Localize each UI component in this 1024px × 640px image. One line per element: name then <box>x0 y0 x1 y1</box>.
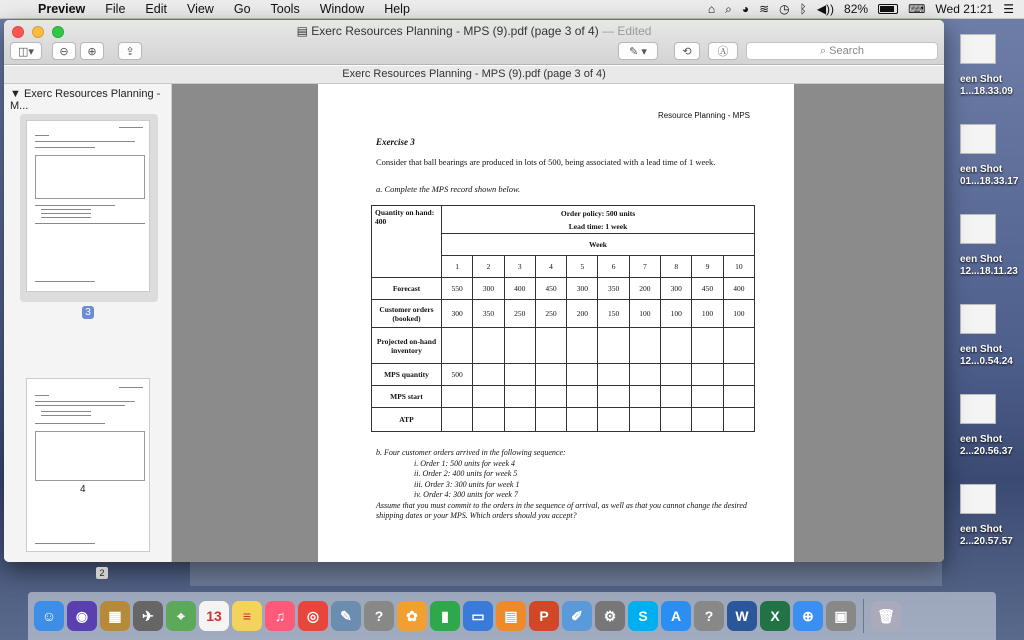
search-icon[interactable]: ⌕ <box>725 1 732 16</box>
cell <box>567 364 598 386</box>
desktop-file[interactable] <box>960 484 1024 574</box>
dock-screenshot-icon[interactable]: ▣ <box>826 601 856 631</box>
file-label: een Shot 12...18.11.23 <box>960 254 1018 277</box>
sidebar-toggle-button[interactable] <box>10 42 42 60</box>
dock-calendar-icon[interactable]: 13 <box>199 601 229 631</box>
cell: 400 <box>504 278 535 300</box>
exercise-title: Exercise 3 <box>376 137 415 147</box>
dock-word-icon[interactable]: W <box>727 601 757 631</box>
dock-sketch-icon[interactable]: ✐ <box>562 601 592 631</box>
cell <box>692 408 723 432</box>
markup-pen-button[interactable] <box>618 42 658 60</box>
menu-file[interactable]: File <box>105 2 126 16</box>
cell <box>723 328 754 364</box>
menu-tools[interactable]: Tools <box>270 2 300 16</box>
week-number-cell: 3 <box>504 256 535 278</box>
row-label: Projected on-hand inventory <box>372 328 442 364</box>
sidebar-icon: ◫▾ <box>18 45 34 58</box>
cell <box>473 328 504 364</box>
cell <box>661 364 692 386</box>
cell <box>723 386 754 408</box>
cell: 250 <box>504 300 535 328</box>
week-header: Week <box>442 234 755 256</box>
cell <box>598 408 629 432</box>
dock-photos-icon[interactable]: ✿ <box>397 601 427 631</box>
dock-chrome-icon[interactable]: ◎ <box>298 601 328 631</box>
cell: 300 <box>473 278 504 300</box>
title-bar <box>4 20 944 65</box>
pdf-page <box>318 84 794 562</box>
cell <box>535 364 566 386</box>
cell: 350 <box>473 300 504 328</box>
dock-trash-icon[interactable]: 🗑 <box>871 601 901 631</box>
cell: 250 <box>535 300 566 328</box>
preview-window <box>4 20 944 562</box>
cell <box>504 328 535 364</box>
cell <box>567 386 598 408</box>
dock-help2-icon[interactable]: ? <box>694 601 724 631</box>
week-number-cell: 4 <box>535 256 566 278</box>
cell <box>504 408 535 432</box>
cell <box>567 328 598 364</box>
dock-siri-icon[interactable]: ◉ <box>67 601 97 631</box>
row-label: Forecast <box>372 278 442 300</box>
week-number-cell: 10 <box>723 256 754 278</box>
exercise-intro: Consider that ball bearings are produced in lots of 500, being associated with a lead time of 1 week. <box>376 157 716 167</box>
share-icon: ⇪ <box>125 45 135 58</box>
cell: 100 <box>723 300 754 328</box>
cell <box>442 408 473 432</box>
table-row <box>372 278 755 300</box>
week-number-cell: 8 <box>661 256 692 278</box>
cell: 450 <box>535 278 566 300</box>
on-hand-cell: Quantity on hand: 400 <box>372 206 442 278</box>
cell: 300 <box>567 278 598 300</box>
edited-indicator[interactable]: — Edited <box>602 24 652 38</box>
dock-numbers-icon[interactable]: ▮ <box>430 601 460 631</box>
document-header: Exerc Resources Planning - MPS (9).pdf (page 3 of 4) <box>4 66 944 84</box>
cell <box>629 386 660 408</box>
battery-icon[interactable] <box>878 4 898 14</box>
cell: 100 <box>661 300 692 328</box>
cell: 450 <box>692 278 723 300</box>
file-thumbnail <box>960 394 996 424</box>
menu-view[interactable]: View <box>186 2 214 16</box>
zoom-out-icon: ⊖ <box>59 45 69 58</box>
table-row <box>372 328 755 364</box>
file-label: een Shot 2...20.57.57 <box>960 524 1013 547</box>
file-label: een Shot 01...18.33.17 <box>960 164 1019 187</box>
cell: 100 <box>629 300 660 328</box>
window-title: ▤ Exerc Resources Planning - MPS (9).pdf (page 3 of 4) — Edited <box>296 24 652 38</box>
cell <box>473 408 504 432</box>
page-header: Resource Planning - MPS <box>657 111 750 120</box>
mps-record-table <box>371 205 755 432</box>
cell <box>567 408 598 432</box>
background-window-strip <box>190 562 942 586</box>
order-item: ii. Order 2: 400 units for week 5 <box>414 469 518 478</box>
cell <box>598 386 629 408</box>
row-label: MPS start <box>372 386 442 408</box>
row-label: MPS quantity <box>372 364 442 386</box>
cell <box>629 364 660 386</box>
cell <box>473 386 504 408</box>
cell <box>598 328 629 364</box>
file-label: een Shot 12...0.54.24 <box>960 344 1013 367</box>
week-number-cell: 1 <box>442 256 473 278</box>
file-thumbnail <box>960 304 996 334</box>
cell: 500 <box>442 364 473 386</box>
cell <box>442 328 473 364</box>
week-number-cell: 5 <box>567 256 598 278</box>
dock-preview-icon[interactable]: ✎ <box>331 601 361 631</box>
desktop-file[interactable] <box>960 124 1024 214</box>
order-item: iii. Order 3: 300 units for week 1 <box>414 479 520 489</box>
disclosure-triangle-icon[interactable]: ▼ <box>10 88 24 100</box>
dock-appstore-icon[interactable]: A <box>661 601 691 631</box>
cell <box>692 386 723 408</box>
menu-app[interactable]: Preview <box>38 2 86 16</box>
dock-maps-icon[interactable]: ⌖ <box>166 601 196 631</box>
dock-keynote-icon[interactable]: ▭ <box>463 601 493 631</box>
cell <box>504 364 535 386</box>
dock-powerpoint-icon[interactable]: P <box>529 601 559 631</box>
thumbnail-sidebar <box>4 84 172 562</box>
timemachine-icon[interactable]: ◷ <box>779 2 790 16</box>
rotate-button[interactable] <box>674 42 700 60</box>
markup-toolbar-button[interactable] <box>708 42 738 60</box>
desktop-file[interactable] <box>960 394 1024 484</box>
cell <box>504 386 535 408</box>
cell <box>535 408 566 432</box>
table-row <box>372 300 755 328</box>
battery-percent: 82% <box>844 2 869 16</box>
cell <box>629 328 660 364</box>
file-thumbnail <box>960 214 996 244</box>
search-icon: ⌕ <box>819 45 830 57</box>
file-label: een Shot 2...20.56.37 <box>960 434 1013 457</box>
menu-go[interactable]: Go <box>233 2 251 16</box>
zoom-in-icon: ⊕ <box>87 45 97 58</box>
cell: 100 <box>692 300 723 328</box>
policy-cell: Order policy: 500 units Lead time: 1 week <box>442 206 755 234</box>
desktop-file[interactable] <box>960 214 1024 304</box>
cell <box>442 386 473 408</box>
dock-music-icon[interactable]: ♫ <box>265 601 295 631</box>
keyboard-icon[interactable]: ⌨ <box>908 2 926 16</box>
pen-icon: ✎ ▾ <box>629 45 647 58</box>
dock-settings-icon[interactable]: ⚙ <box>595 601 625 631</box>
week-number-cell: 6 <box>598 256 629 278</box>
file-thumbnail <box>960 34 996 64</box>
cell: 550 <box>442 278 473 300</box>
cell <box>661 408 692 432</box>
dock-notefile-icon[interactable]: ▦ <box>100 601 130 631</box>
table-row <box>372 386 755 408</box>
week-number-cell: 9 <box>692 256 723 278</box>
pdf-icon: ▤ <box>296 24 312 38</box>
cell: 300 <box>442 300 473 328</box>
zoom-out-button[interactable] <box>52 42 76 60</box>
cell <box>661 328 692 364</box>
thumbnail-page-4[interactable] <box>26 378 150 552</box>
document-view[interactable] <box>172 84 944 562</box>
desktop-file[interactable] <box>960 304 1024 394</box>
background-page-badge: 2 <box>96 567 108 579</box>
share-button[interactable] <box>118 42 142 60</box>
notification-center-icon[interactable]: ☰ <box>1003 2 1014 16</box>
zoom-in-button[interactable] <box>80 42 104 60</box>
cell: 400 <box>723 278 754 300</box>
page-number-badge: 3 <box>82 306 94 319</box>
bluetooth-icon[interactable]: ᛒ <box>799 2 807 16</box>
order-item: iv. Order 4: 300 units for week 7 <box>414 490 518 499</box>
dock-excel-icon[interactable]: X <box>760 601 790 631</box>
bag-icon[interactable]: ⌂ <box>707 2 716 16</box>
cell <box>535 386 566 408</box>
cell: 200 <box>567 300 598 328</box>
markup-icon: Ⓐ <box>717 46 729 58</box>
cell: 150 <box>598 300 629 328</box>
cell <box>473 364 504 386</box>
question-a: a. Complete the MPS record shown below. <box>376 184 521 194</box>
row-label: Customer orders (booked) <box>372 300 442 328</box>
cell <box>723 364 754 386</box>
file-label: een Shot 1...18.33.09 <box>960 74 1013 97</box>
file-thumbnail <box>960 484 996 514</box>
assume-text: Assume that you must commit to the orders in the sequence of arrival, as well as that you cannot change the desired shipping dates or your MPS. Which orders should you accept? <box>376 500 747 520</box>
dock-help-icon[interactable]: ? <box>364 601 394 631</box>
dock-launchpad-icon[interactable]: ✈ <box>133 601 163 631</box>
volume-icon[interactable]: ◀)) <box>816 2 835 16</box>
cell: 300 <box>661 278 692 300</box>
thumbnail-page-3[interactable] <box>26 120 150 292</box>
menu-window[interactable]: Window <box>319 2 365 16</box>
cell <box>723 408 754 432</box>
desktop-file[interactable] <box>960 34 1024 124</box>
dock-safari-icon[interactable]: ⊕ <box>793 601 823 631</box>
cell: 200 <box>629 278 660 300</box>
row-label: ATP <box>372 408 442 432</box>
week-number-cell: 2 <box>473 256 504 278</box>
sidebar-title[interactable]: ▼ Exerc Resources Planning - M... <box>10 88 161 112</box>
menu-help[interactable]: Help <box>384 2 410 16</box>
colorsync-icon[interactable]: ◕ <box>741 2 750 16</box>
cell <box>598 364 629 386</box>
file-thumbnail <box>960 124 996 154</box>
dock-books-icon[interactable]: ▤ <box>496 601 526 631</box>
question-b: b. Four customer orders arrived in the following sequence: i. Order 1: 500 units for week 4 ii. Order 2: 400 units for week 5 iii. Order 3: 300 units for week 1 iv. Order 4: 300 units for week 7 Assume that you must commit to the orders in the sequence of arrival, as well as that you cannot change the desired shipping dates or your MPS. Which orders should you accept? <box>376 448 766 522</box>
cell: 350 <box>598 278 629 300</box>
order-item: i. Order 1: 500 units for week 4 <box>414 458 516 468</box>
clock[interactable]: Wed 21:21 <box>935 2 994 16</box>
rotate-icon: ⟲ <box>682 45 692 58</box>
cell <box>692 364 723 386</box>
dock-skype-icon[interactable]: S <box>628 601 658 631</box>
dock-finder-icon[interactable]: ☺ <box>34 601 64 631</box>
week-number-cell: 7 <box>629 256 660 278</box>
menu-edit[interactable]: Edit <box>145 2 167 16</box>
page-number-label: 4 <box>80 484 86 495</box>
table-row <box>372 364 755 386</box>
cell <box>535 328 566 364</box>
dock <box>28 592 996 640</box>
dock-notes-icon[interactable]: ≡ <box>232 601 262 631</box>
menu-bar <box>0 0 1024 19</box>
wifi-icon[interactable]: ≋ <box>759 2 770 16</box>
cell <box>629 408 660 432</box>
table-row <box>372 408 755 432</box>
search-input[interactable]: ⌕ Search <box>746 42 938 60</box>
cell <box>692 328 723 364</box>
dock-separator <box>863 599 864 633</box>
cell <box>661 386 692 408</box>
